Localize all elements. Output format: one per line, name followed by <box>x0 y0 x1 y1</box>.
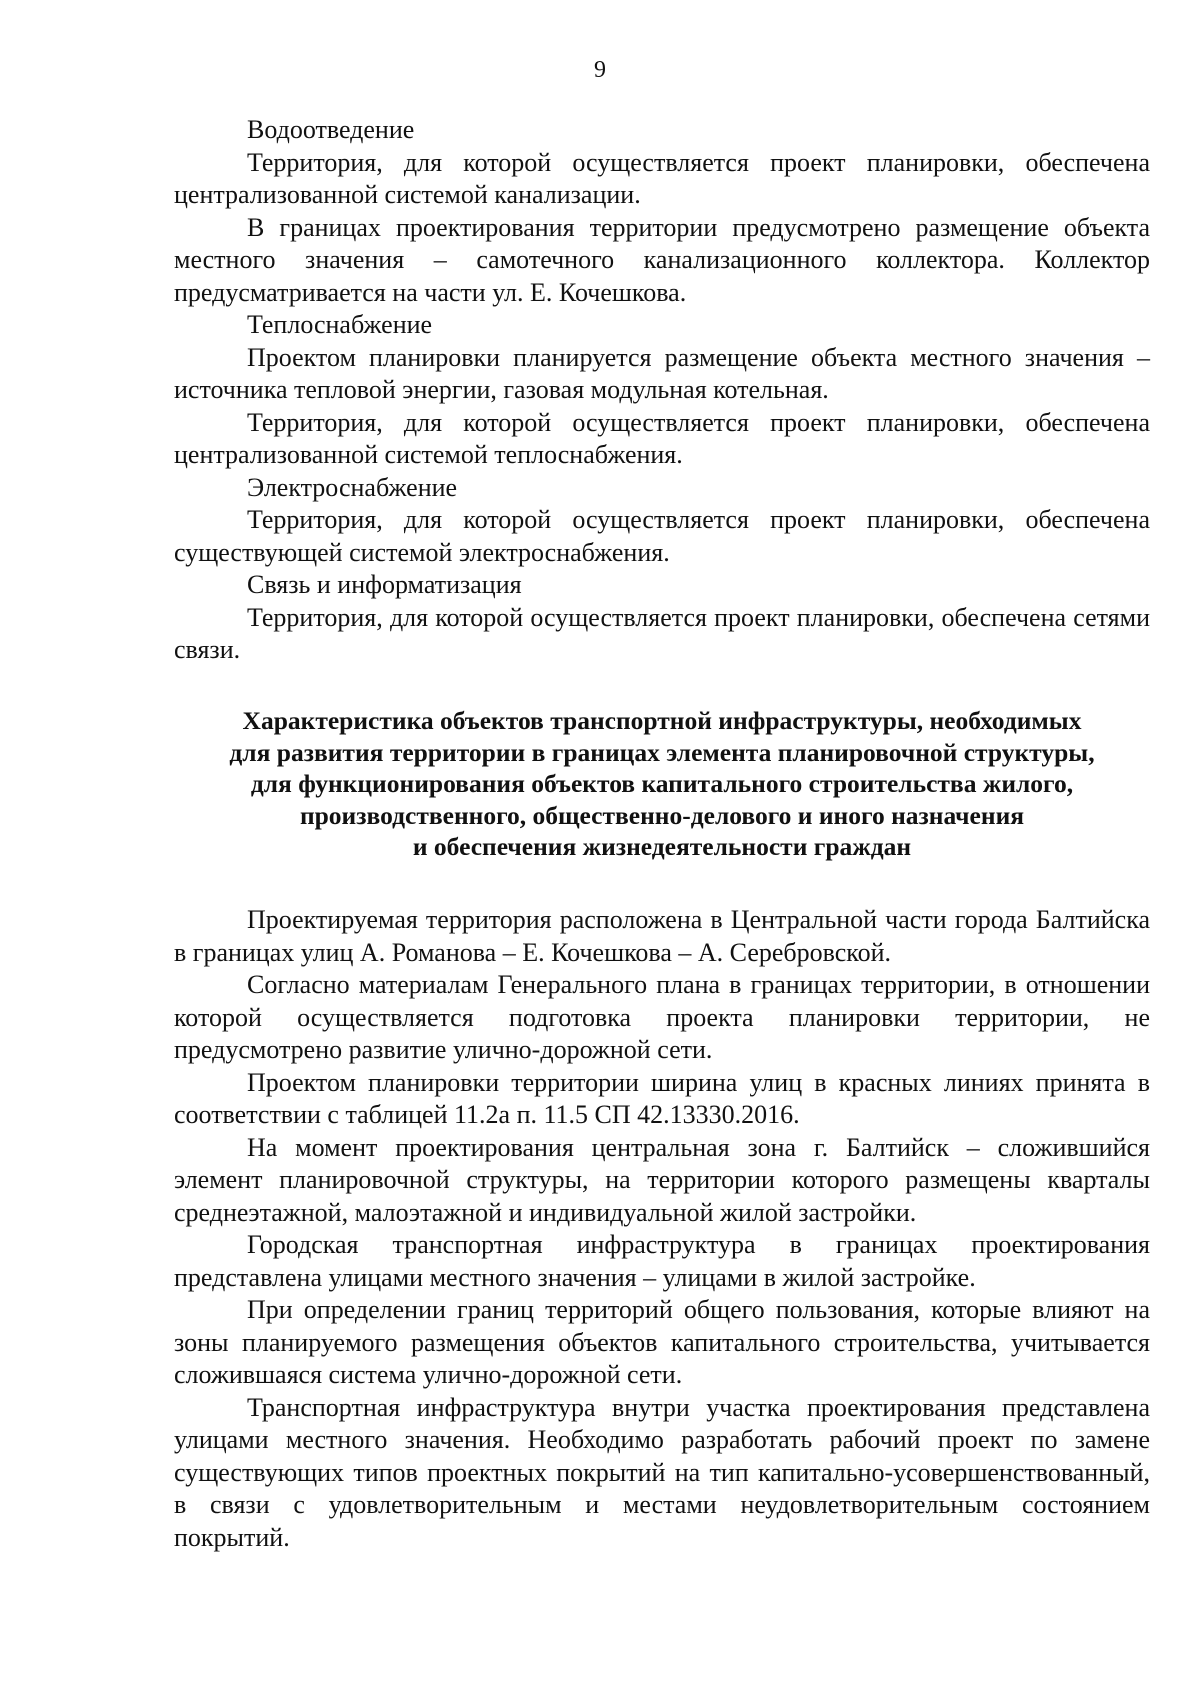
heading-line: для функционирования объектов капитального строительства жилого, <box>250 769 1074 798</box>
heading-line: для развития территории в границах элемента планировочной структуры, <box>229 737 1095 767</box>
heading-line: Характеристика объектов транспортной инфраструктуры, необходимых <box>242 706 1082 735</box>
paragraph: Территория, для которой осуществляется проект планировки, обеспечена сетями связи. <box>174 602 1150 664</box>
paragraph: Проектом планировки территории ширина улиц в красных линиях принята в соответствии с таблицей 11.2а п. 11.5 СП 42.13330.2016. <box>174 1067 1150 1129</box>
heading-line: и обеспечения жизнедеятельности граждан <box>412 832 912 861</box>
subheading-power-supply: Электроснабжение <box>247 472 458 502</box>
paragraph: В границах проектирования территории предусмотрено размещение объекта местного значения – самотечного канализационного коллектора. Коллектор предусматривается на части ул. Е. Кочешкова. <box>174 212 1150 307</box>
paragraph: Проектируемая территория расположена в Центральной части города Балтийска в границах улиц А. Романова – Е. Кочешкова – А. Серебровской. <box>174 905 1150 967</box>
section-heading <box>174 705 1150 863</box>
transport-section <box>174 904 1150 1554</box>
paragraph: Территория, для которой осуществляется проект планировки, обеспечена централизованной системой канализации. <box>174 147 1150 209</box>
subheading-water-disposal: Водоотведение <box>247 115 415 144</box>
paragraph: Проектом планировки планируется размещение объекта местного значения – источника тепловой энергии, газовая модульная котельная. <box>174 342 1150 404</box>
paragraph: Согласно материалам Генерального плана в границах территории, в отношении которой осуществляется подготовка проекта планировки территории, не предусмотрено развитие улично-дорожной сети. <box>174 970 1150 1064</box>
utilities-section <box>174 114 1150 667</box>
paragraph: Территория, для которой осуществляется проект планировки, обеспечена централизованной системой теплоснабжения. <box>174 407 1150 469</box>
page-number: 9 <box>594 57 606 83</box>
subheading-communications: Связь и информатизация <box>247 570 522 599</box>
paragraph: Городская транспортная инфраструктура в границах проектирования представлена улицами местного значения – улицами в жилой застройке. <box>174 1230 1150 1292</box>
paragraph: На момент проектирования центральная зона г. Балтийск – сложившийся элемент планировочной структуры, на территории которого размещены кварталы среднеэтажной, малоэтажной и индивидуальной жилой застройки. <box>174 1132 1150 1227</box>
subheading-heat-supply: Теплоснабжение <box>247 310 433 339</box>
paragraph: Территория, для которой осуществляется проект планировки, обеспечена существующей системой электроснабжения. <box>174 505 1150 567</box>
heading-line: производственного, общественно-делового и иного назначения <box>299 800 1025 830</box>
paragraph: При определении границ территорий общего пользования, которые влияют на зоны планируемого размещения объектов капитального строительства, учитывается сложившаяся система улично-дорожной сети. <box>174 1295 1150 1389</box>
paragraph: Транспортная инфраструктура внутри участка проектирования представлена улицами местного значения. Необходимо разработать рабочий проект по замене существующих типов проектных покрытий на тип капитально-усовершенствованный, в связи с удовлетворительным и местами неудовлетворительным состоянием покрытий. <box>174 1392 1150 1552</box>
